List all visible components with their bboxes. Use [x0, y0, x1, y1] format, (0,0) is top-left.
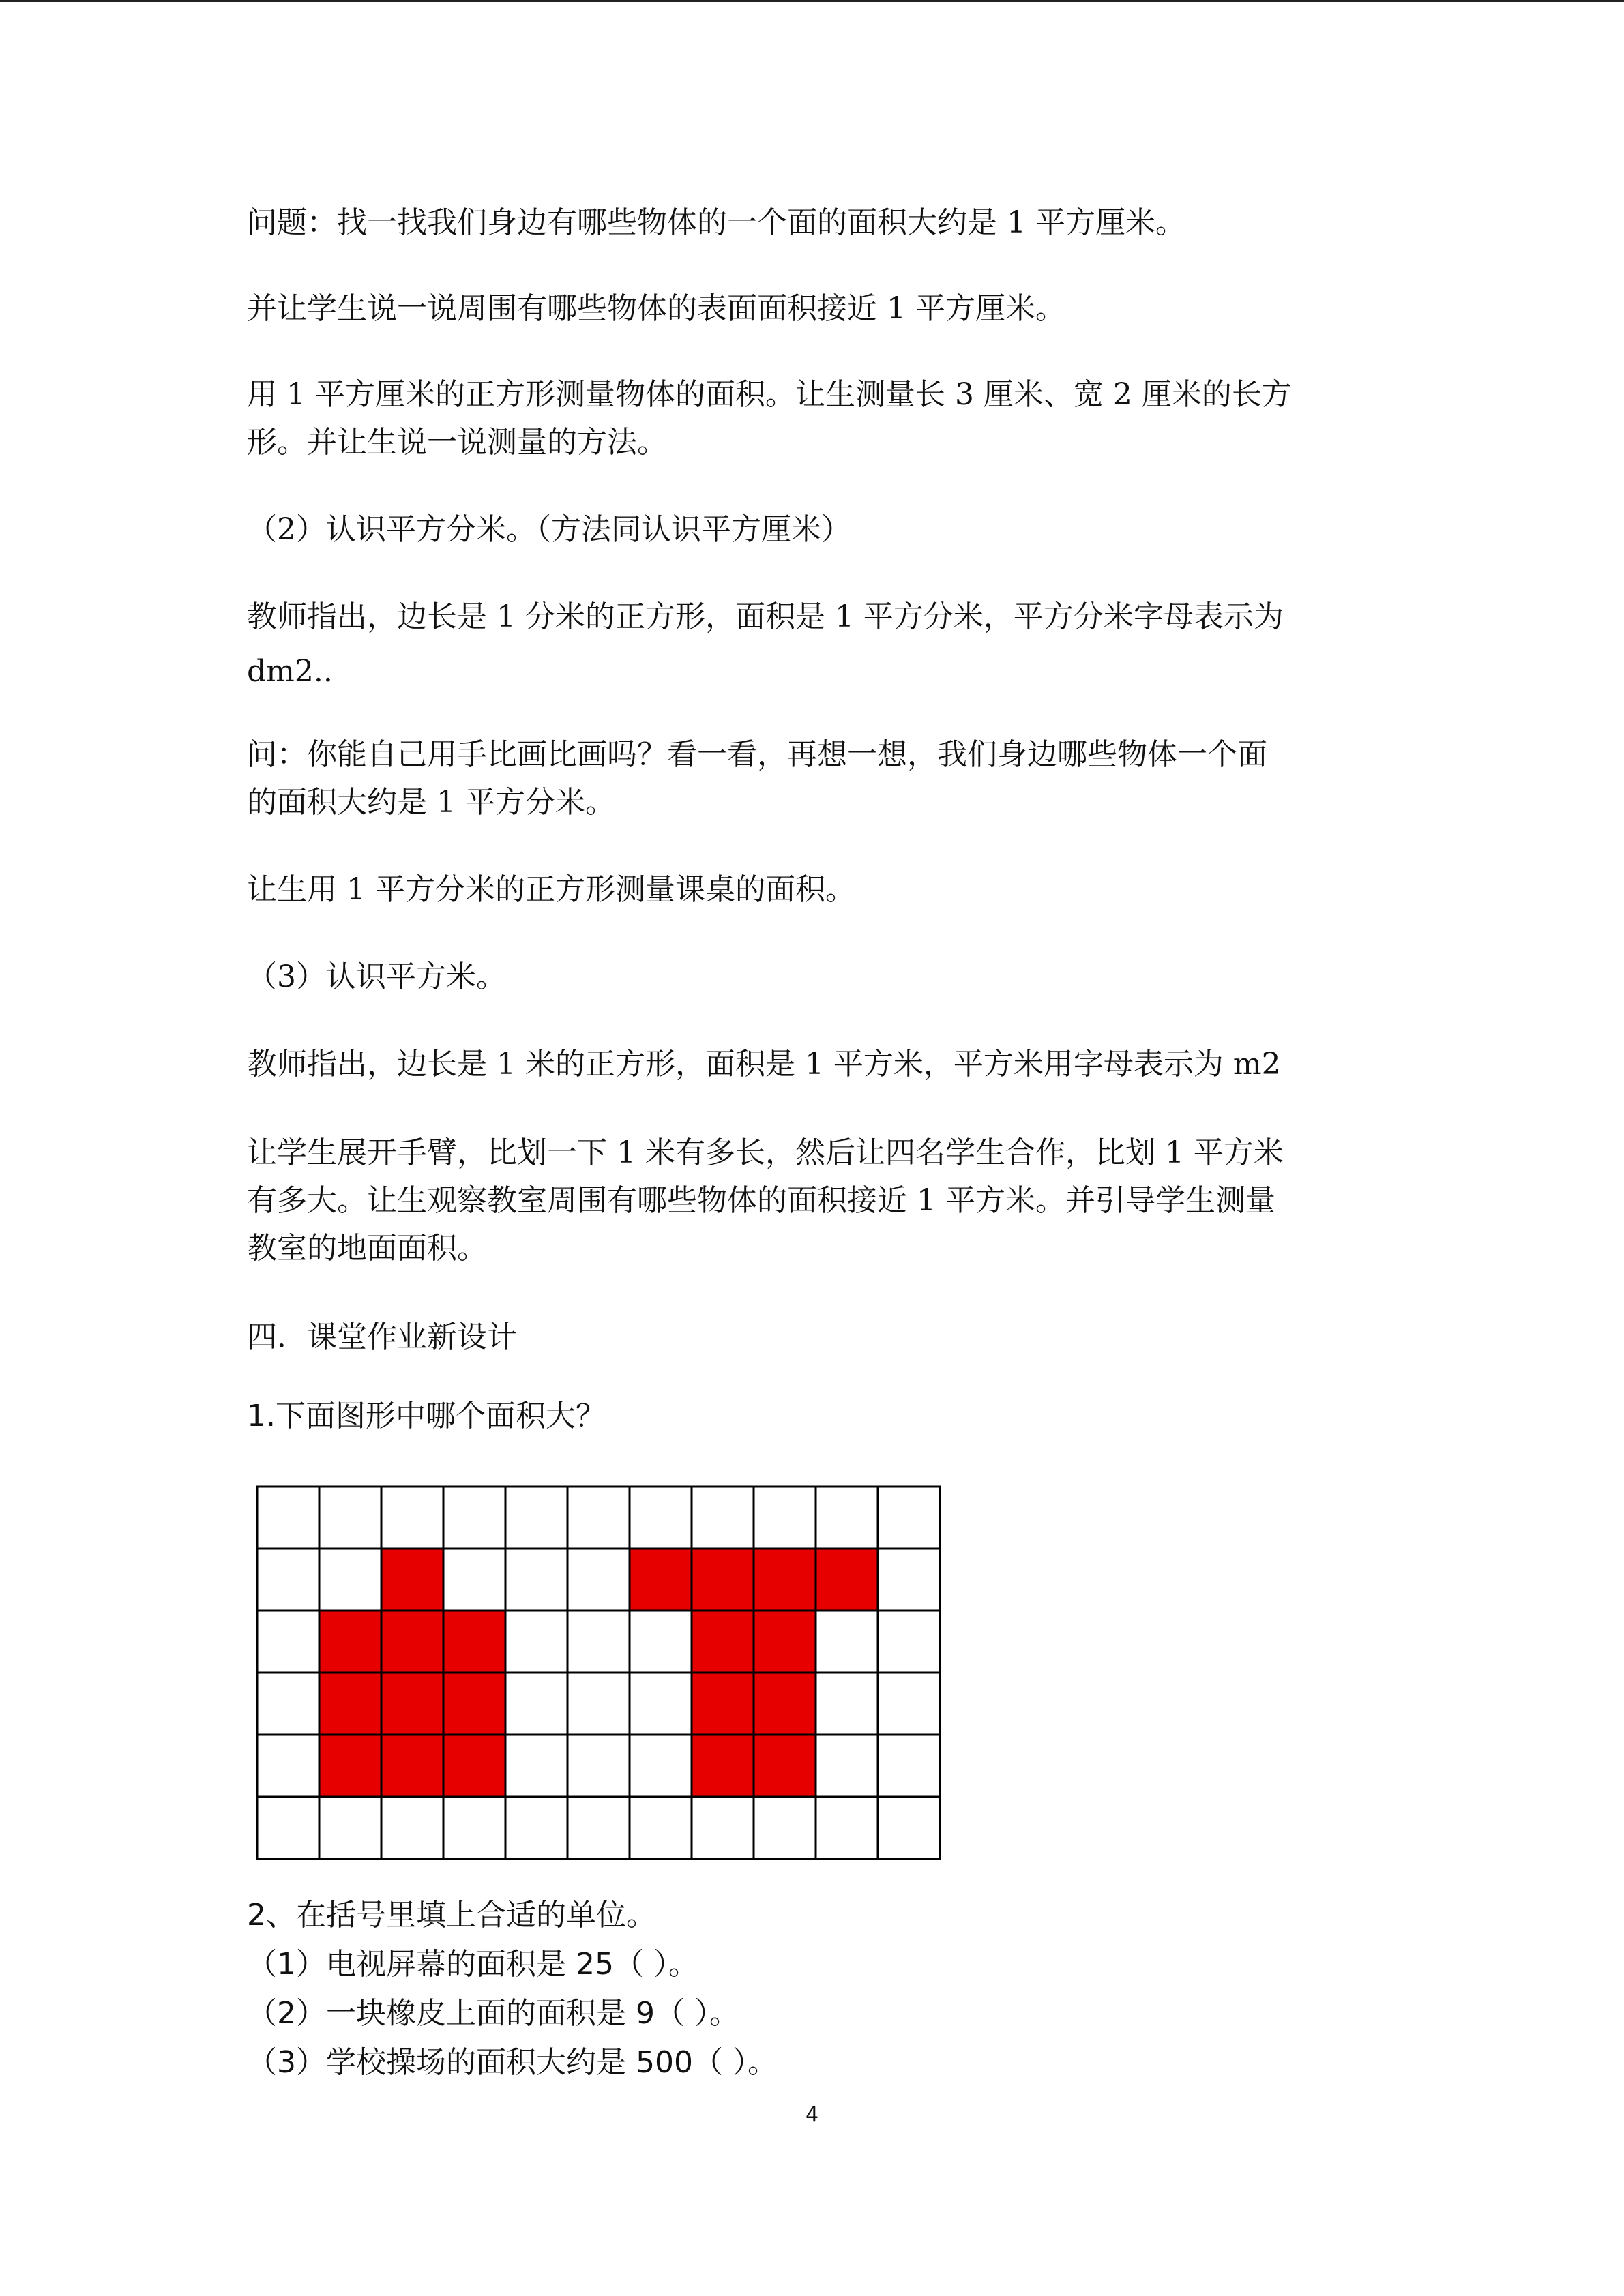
page-number: 4: [805, 2103, 819, 2127]
grid-cell-empty: [878, 1797, 940, 1859]
paragraph-ask-line-1: 问：你能自己用手比画比画吗？看一看，再想一想，我们身边哪些物体一个面: [247, 737, 1267, 772]
grid-cell-empty: [816, 1673, 878, 1735]
grid-cell-empty: [692, 1487, 754, 1549]
grid-cell-empty: [567, 1611, 630, 1673]
grid-cell-empty: [443, 1487, 505, 1549]
grid-cell-empty: [257, 1735, 319, 1797]
grid-cell-empty: [816, 1735, 878, 1797]
grid-cell-filled: [319, 1673, 381, 1735]
paragraph-measure-line-2: 形。并让生说一说测量的方法。: [247, 425, 667, 460]
grid-cell-filled: [754, 1673, 816, 1735]
grid-cell-filled: [754, 1549, 816, 1611]
grid-cell-empty: [878, 1611, 940, 1673]
grid-cell-empty: [443, 1797, 505, 1859]
grid-cell-empty: [505, 1673, 567, 1735]
grid-cell-filled: [381, 1611, 443, 1673]
grid-cell-empty: [257, 1797, 319, 1859]
paragraph-question-square-cm: 问题：找一找我们身边有哪些物体的一个面的面积大约是 1 平方厘米。: [247, 205, 1185, 240]
grid-cell-empty: [505, 1797, 567, 1859]
grid-cell-empty: [816, 1611, 878, 1673]
grid-cell-empty: [381, 1797, 443, 1859]
grid-cell-empty: [878, 1487, 940, 1549]
grid-cell-filled: [443, 1735, 505, 1797]
grid-cell-empty: [692, 1797, 754, 1859]
grid-cell-filled: [319, 1611, 381, 1673]
grid-cell-empty: [505, 1735, 567, 1797]
section-heading-homework: 四．课堂作业新设计: [247, 1320, 517, 1354]
grid-cell-filled: [816, 1549, 878, 1611]
grid-cell-filled: [630, 1549, 692, 1611]
heading-square-m: （3）认识平方米。: [247, 959, 506, 994]
grid-cell-empty: [630, 1487, 692, 1549]
grid-cell-empty: [319, 1797, 381, 1859]
grid-cell-empty: [567, 1797, 630, 1859]
grid-cell-filled: [692, 1735, 754, 1797]
grid-cell-empty: [257, 1549, 319, 1611]
grid-cell-empty: [878, 1549, 940, 1611]
grid-cell-empty: [505, 1487, 567, 1549]
grid-cell-empty: [567, 1549, 630, 1611]
heading-square-dm: （2）认识平方分米。（方法同认识平方厘米）: [247, 512, 851, 547]
grid-cell-filled: [692, 1611, 754, 1673]
grid-cell-empty: [257, 1487, 319, 1549]
paragraph-measure-desk: 让生用 1 平方分米的正方形测量课桌的面积。: [247, 872, 855, 907]
grid-cell-empty: [257, 1673, 319, 1735]
grid-cell-empty: [567, 1673, 630, 1735]
question-2-item-3: （3）学校操场的面积大约是 500（ ）。: [247, 2045, 778, 2080]
area-comparison-grid: [256, 1485, 941, 1867]
grid-cell-filled: [692, 1549, 754, 1611]
question-2-item-2: （2）一块橡皮上面的面积是 9（ ）。: [247, 1996, 739, 2031]
question-2: 2、在括号里填上合适的单位。: [247, 1898, 656, 1933]
grid-cell-empty: [505, 1549, 567, 1611]
grid-cell-empty: [319, 1549, 381, 1611]
grid-cell-empty: [630, 1611, 692, 1673]
paragraph-measure-line-1: 用 1 平方厘米的正方形测量物体的面积。让生测量长 3 厘米、宽 2 厘米的长方: [247, 377, 1292, 412]
grid-cell-filled: [381, 1549, 443, 1611]
grid-cell-empty: [754, 1797, 816, 1859]
paragraph-arms-line-2: 有多大。让生观察教室周围有哪些物体的面积接近 1 平方米。并引导学生测量: [247, 1183, 1275, 1218]
grid-cell-filled: [381, 1673, 443, 1735]
grid-cell-empty: [630, 1797, 692, 1859]
grid-cell-empty: [257, 1611, 319, 1673]
paragraph-teacher-dm-line-1: 教师指出，边长是 1 分米的正方形，面积是 1 平方分米，平方分米字母表示为: [247, 599, 1284, 634]
paragraph-arms-line-1: 让学生展开手臂，比划一下 1 米有多长，然后让四名学生合作，比划 1 平方米: [247, 1135, 1284, 1170]
grid-cell-filled: [381, 1735, 443, 1797]
top-border-line: [0, 0, 1624, 2]
grid-cell-empty: [567, 1487, 630, 1549]
grid-cell-empty: [319, 1487, 381, 1549]
grid-cell-empty: [630, 1673, 692, 1735]
grid-cell-filled: [692, 1673, 754, 1735]
paragraph-arms-line-3: 教室的地面面积。: [247, 1231, 487, 1266]
grid-cell-filled: [443, 1611, 505, 1673]
grid-cell-empty: [567, 1735, 630, 1797]
question-2-item-1: （1）电视屏幕的面积是 25（ ）。: [247, 1947, 698, 1982]
question-1: 1.下面图形中哪个面积大？: [247, 1399, 606, 1433]
paragraph-teacher-m: 教师指出，边长是 1 米的正方形，面积是 1 平方米，平方米用字母表示为 m2: [247, 1047, 1281, 1082]
grid-cell-filled: [754, 1611, 816, 1673]
grid-cell-filled: [443, 1673, 505, 1735]
grid-cell-filled: [754, 1735, 816, 1797]
paragraph-students-describe: 并让学生说一说周围有哪些物体的表面面积接近 1 平方厘米。: [247, 291, 1065, 326]
grid-cell-empty: [630, 1735, 692, 1797]
grid-cell-empty: [381, 1487, 443, 1549]
paragraph-ask-line-2: 的面积大约是 1 平方分米。: [247, 785, 615, 820]
grid-cell-empty: [754, 1487, 816, 1549]
grid-cell-empty: [505, 1611, 567, 1673]
grid-cell-empty: [878, 1735, 940, 1797]
grid-cell-filled: [319, 1735, 381, 1797]
grid-cell-empty: [878, 1673, 940, 1735]
grid-cell-empty: [816, 1487, 878, 1549]
grid-cell-empty: [816, 1797, 878, 1859]
paragraph-teacher-dm-line-2: dm2..: [247, 654, 333, 689]
grid-cell-empty: [443, 1549, 505, 1611]
